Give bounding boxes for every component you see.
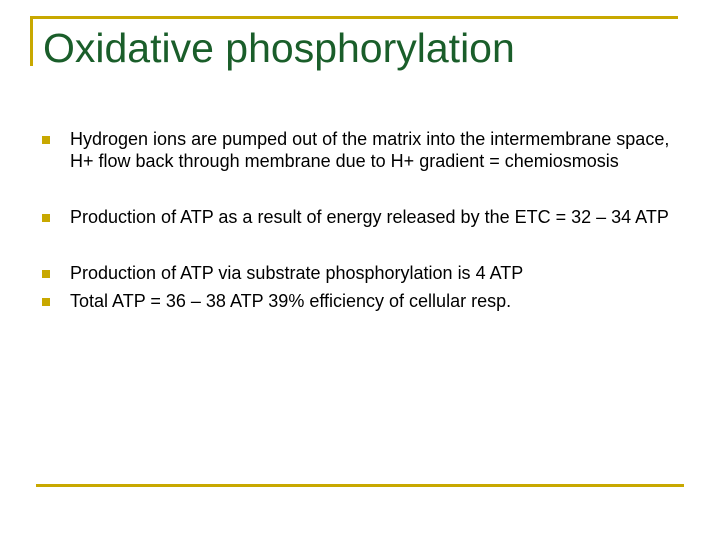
- bullet-text: Hydrogen ions are pumped out of the matrix into the intermembrane space, H+ flow back through membrane due to H+ gradient = chemiosmosis: [70, 129, 670, 171]
- bullet-item-etc-atp: [42, 206, 682, 228]
- square-bullet-icon: [42, 270, 50, 278]
- bullet-text: Production of ATP via substrate phosphorylation is 4 ATP: [70, 263, 524, 283]
- bullet-item-total-atp: [42, 290, 682, 312]
- slide-title: Oxidative phosphorylation: [43, 25, 515, 71]
- bullet-text: Total ATP = 36 – 38 ATP 39% efficiency of cellular resp.: [70, 291, 512, 311]
- bottom-frame-line: [36, 484, 684, 487]
- bullet-text: Production of ATP as a result of energy released by the ETC = 32 – 34 ATP: [70, 207, 669, 227]
- square-bullet-icon: [42, 136, 50, 144]
- square-bullet-icon: [42, 214, 50, 222]
- bullet-list: [42, 128, 682, 312]
- left-frame-line: [30, 16, 33, 66]
- square-bullet-icon: [42, 298, 50, 306]
- bullet-item-hydrogen-ions: [42, 128, 682, 172]
- top-frame-line: [30, 16, 678, 19]
- bullet-item-substrate-atp: [42, 262, 682, 284]
